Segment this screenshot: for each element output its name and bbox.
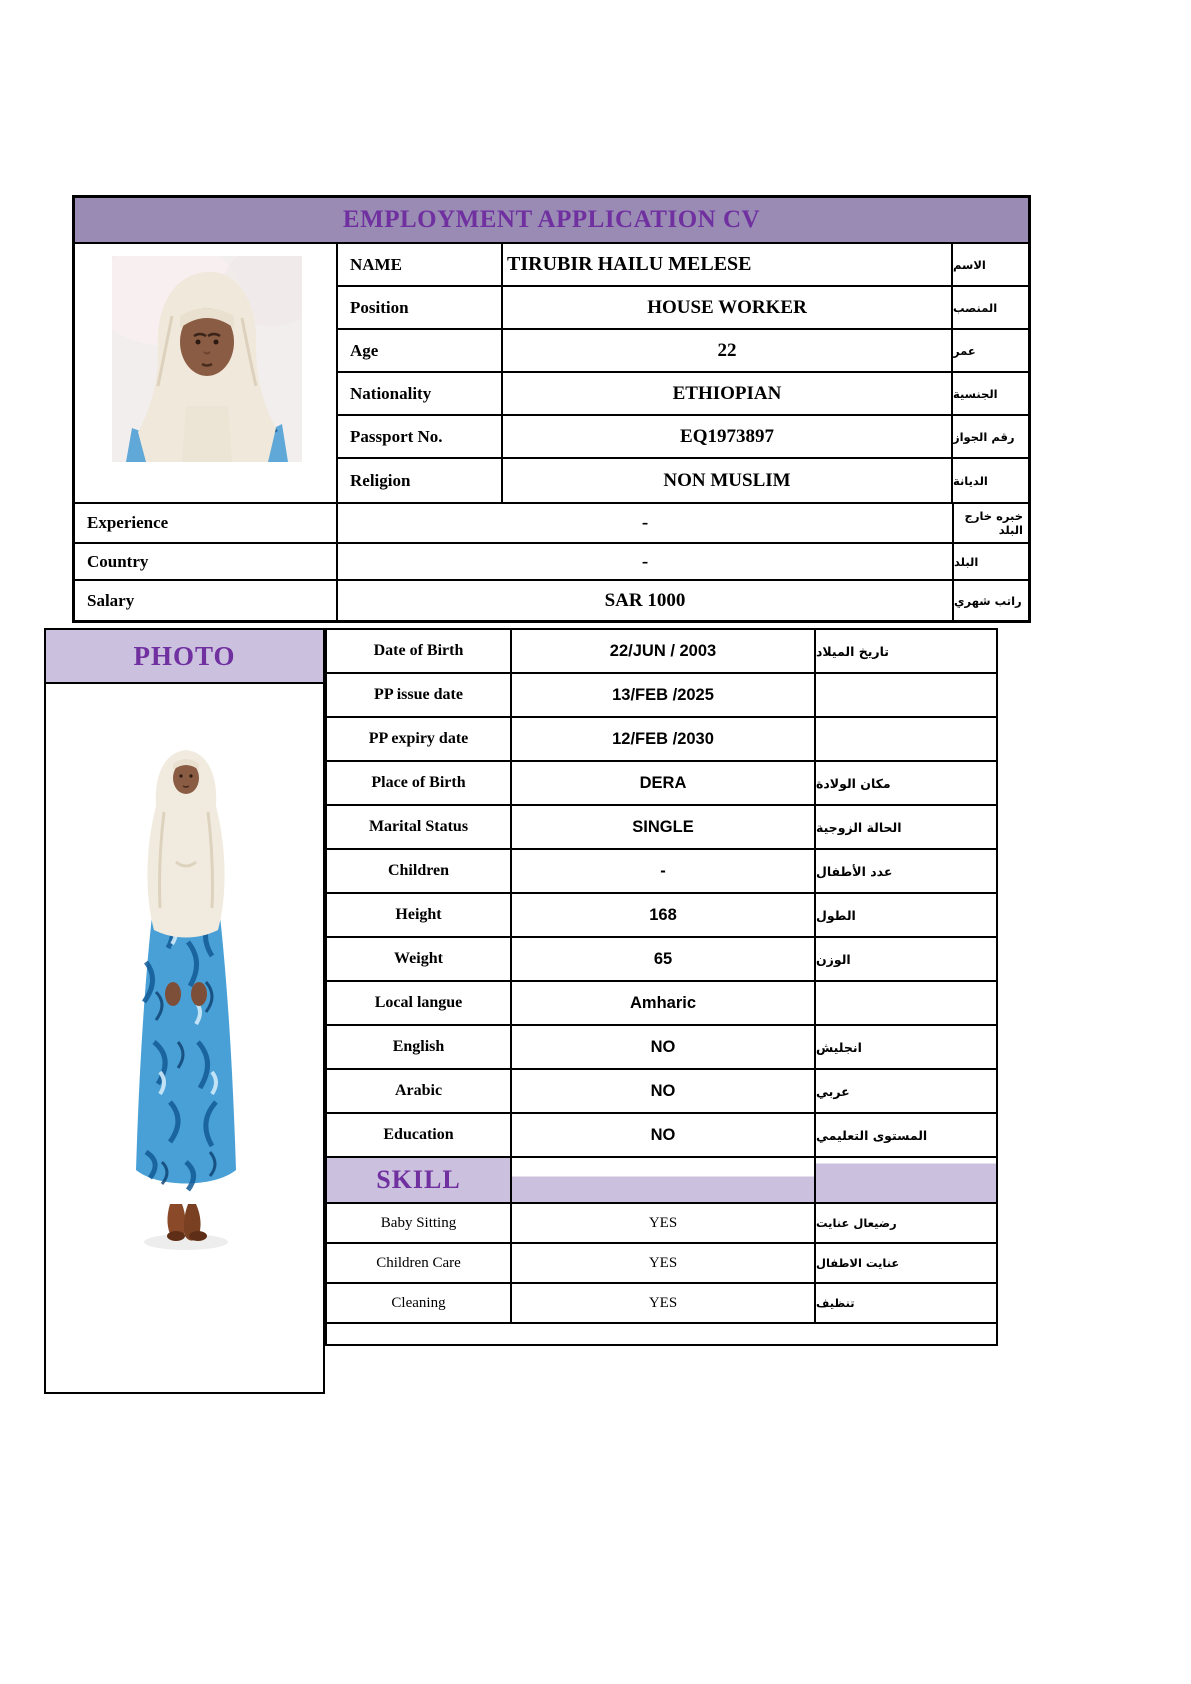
marital-status-label-arabic: الحالة الزوجية xyxy=(816,806,996,850)
salary-label: Salary xyxy=(75,581,338,620)
dob-label: Date of Birth xyxy=(327,630,512,674)
age-value: 22 xyxy=(503,330,953,373)
photo-column xyxy=(44,628,325,1394)
children-care-value: YES xyxy=(512,1244,816,1284)
applicant-headshot-cell xyxy=(75,244,338,502)
pp-issue-label-arabic xyxy=(816,674,996,718)
pp-expiry-value: 12/FEB /2030 xyxy=(512,718,816,762)
country-label-arabic: البلد xyxy=(954,544,1028,581)
passport-label-arabic: رقم الجواز xyxy=(953,416,1028,459)
applicant-fullbody-photo xyxy=(126,742,246,1257)
country-value: - xyxy=(338,544,954,581)
marital-status-label: Marital Status xyxy=(327,806,512,850)
position-label: Position xyxy=(338,287,503,330)
applicant-headshot-photo xyxy=(112,256,302,462)
fullbody-photo-cell xyxy=(44,684,325,1394)
baby-sitting-label-arabic: رضيعال عنايت xyxy=(816,1204,996,1244)
name-label: NAME xyxy=(338,244,503,287)
salary-value: SAR 1000 xyxy=(338,581,954,620)
experience-value: - xyxy=(338,504,954,544)
experience-label-arabic: خبره خارج البلد xyxy=(954,504,1028,544)
details-table xyxy=(325,628,998,1346)
dob-label-arabic: تاريخ الميلاد xyxy=(816,630,996,674)
name-label-arabic: الاسم xyxy=(953,244,1028,287)
religion-value: NON MUSLIM xyxy=(503,459,953,502)
cleaning-value: YES xyxy=(512,1284,816,1324)
children-value: - xyxy=(512,850,816,894)
position-value: HOUSE WORKER xyxy=(503,287,953,330)
education-label-arabic: المستوى التعليمي xyxy=(816,1114,996,1158)
salary-label-arabic: راتب شهري xyxy=(954,593,1022,608)
pp-issue-label: PP issue date xyxy=(327,674,512,718)
dob-value: 22/JUN / 2003 xyxy=(512,630,816,674)
pob-label-arabic: مكان الولادة xyxy=(816,762,996,806)
height-label: Height xyxy=(327,894,512,938)
nationality-value: ETHIOPIAN xyxy=(503,373,953,416)
cleaning-label: Cleaning xyxy=(327,1284,512,1324)
pp-issue-value: 13/FEB /2025 xyxy=(512,674,816,718)
english-value: NO xyxy=(512,1026,816,1070)
country-label: Country xyxy=(75,544,338,581)
children-care-label-arabic: عنايت الاطفال xyxy=(816,1244,996,1284)
english-label-arabic: انجليش xyxy=(816,1026,996,1070)
age-label: Age xyxy=(338,330,503,373)
cv-title-band xyxy=(75,198,1028,244)
weight-label-arabic: الوزن xyxy=(816,938,996,982)
local-langue-label: Local langue xyxy=(327,982,512,1026)
position-label-arabic: المنصب xyxy=(953,287,1028,330)
arabic-value: NO xyxy=(512,1070,816,1114)
skill-header-value-cell xyxy=(512,1158,816,1204)
children-care-label: Children Care xyxy=(327,1244,512,1284)
education-value: NO xyxy=(512,1114,816,1158)
passport-value: EQ1973897 xyxy=(503,416,953,459)
english-label: English xyxy=(327,1026,512,1070)
skill-header-band xyxy=(327,1158,512,1204)
baby-sitting-value: YES xyxy=(512,1204,816,1244)
arabic-label-arabic: عربي xyxy=(816,1070,996,1114)
height-value: 168 xyxy=(512,894,816,938)
children-label-arabic: عدد الأطفال xyxy=(816,850,996,894)
skill-header-label: SKILL xyxy=(376,1165,461,1194)
name-value: TIRUBIR HAILU MELESE xyxy=(503,244,953,287)
age-label-arabic: عمر xyxy=(953,330,1028,373)
arabic-label: Arabic xyxy=(327,1070,512,1114)
pp-expiry-label-arabic xyxy=(816,718,996,762)
pp-expiry-label: PP expiry date xyxy=(327,718,512,762)
pob-label: Place of Birth xyxy=(327,762,512,806)
weight-value: 65 xyxy=(512,938,816,982)
children-label: Children xyxy=(327,850,512,894)
baby-sitting-label: Baby Sitting xyxy=(327,1204,512,1244)
height-label-arabic: الطول xyxy=(816,894,996,938)
skill-header-arabic-cell xyxy=(816,1158,996,1204)
nationality-label: Nationality xyxy=(338,373,503,416)
cleaning-label-arabic: تنظيف xyxy=(816,1284,996,1324)
local-langue-value: Amharic xyxy=(512,982,816,1026)
photo-header-label: PHOTO xyxy=(133,640,236,671)
employment-application-table xyxy=(72,195,1031,623)
pob-value: DERA xyxy=(512,762,816,806)
passport-label: Passport No. xyxy=(338,416,503,459)
local-langue-label-arabic xyxy=(816,982,996,1026)
education-label: Education xyxy=(327,1114,512,1158)
nationality-label-arabic: الجنسية xyxy=(953,373,1028,416)
weight-label: Weight xyxy=(327,938,512,982)
experience-label: Experience xyxy=(75,504,338,544)
religion-label-arabic: الديانة xyxy=(953,473,988,488)
religion-label: Religion xyxy=(338,459,503,502)
photo-header-band xyxy=(44,628,325,684)
cv-title: EMPLOYMENT APPLICATION CV xyxy=(342,206,761,233)
marital-status-value: SINGLE xyxy=(512,806,816,850)
empty-trailing-row xyxy=(327,1324,996,1344)
